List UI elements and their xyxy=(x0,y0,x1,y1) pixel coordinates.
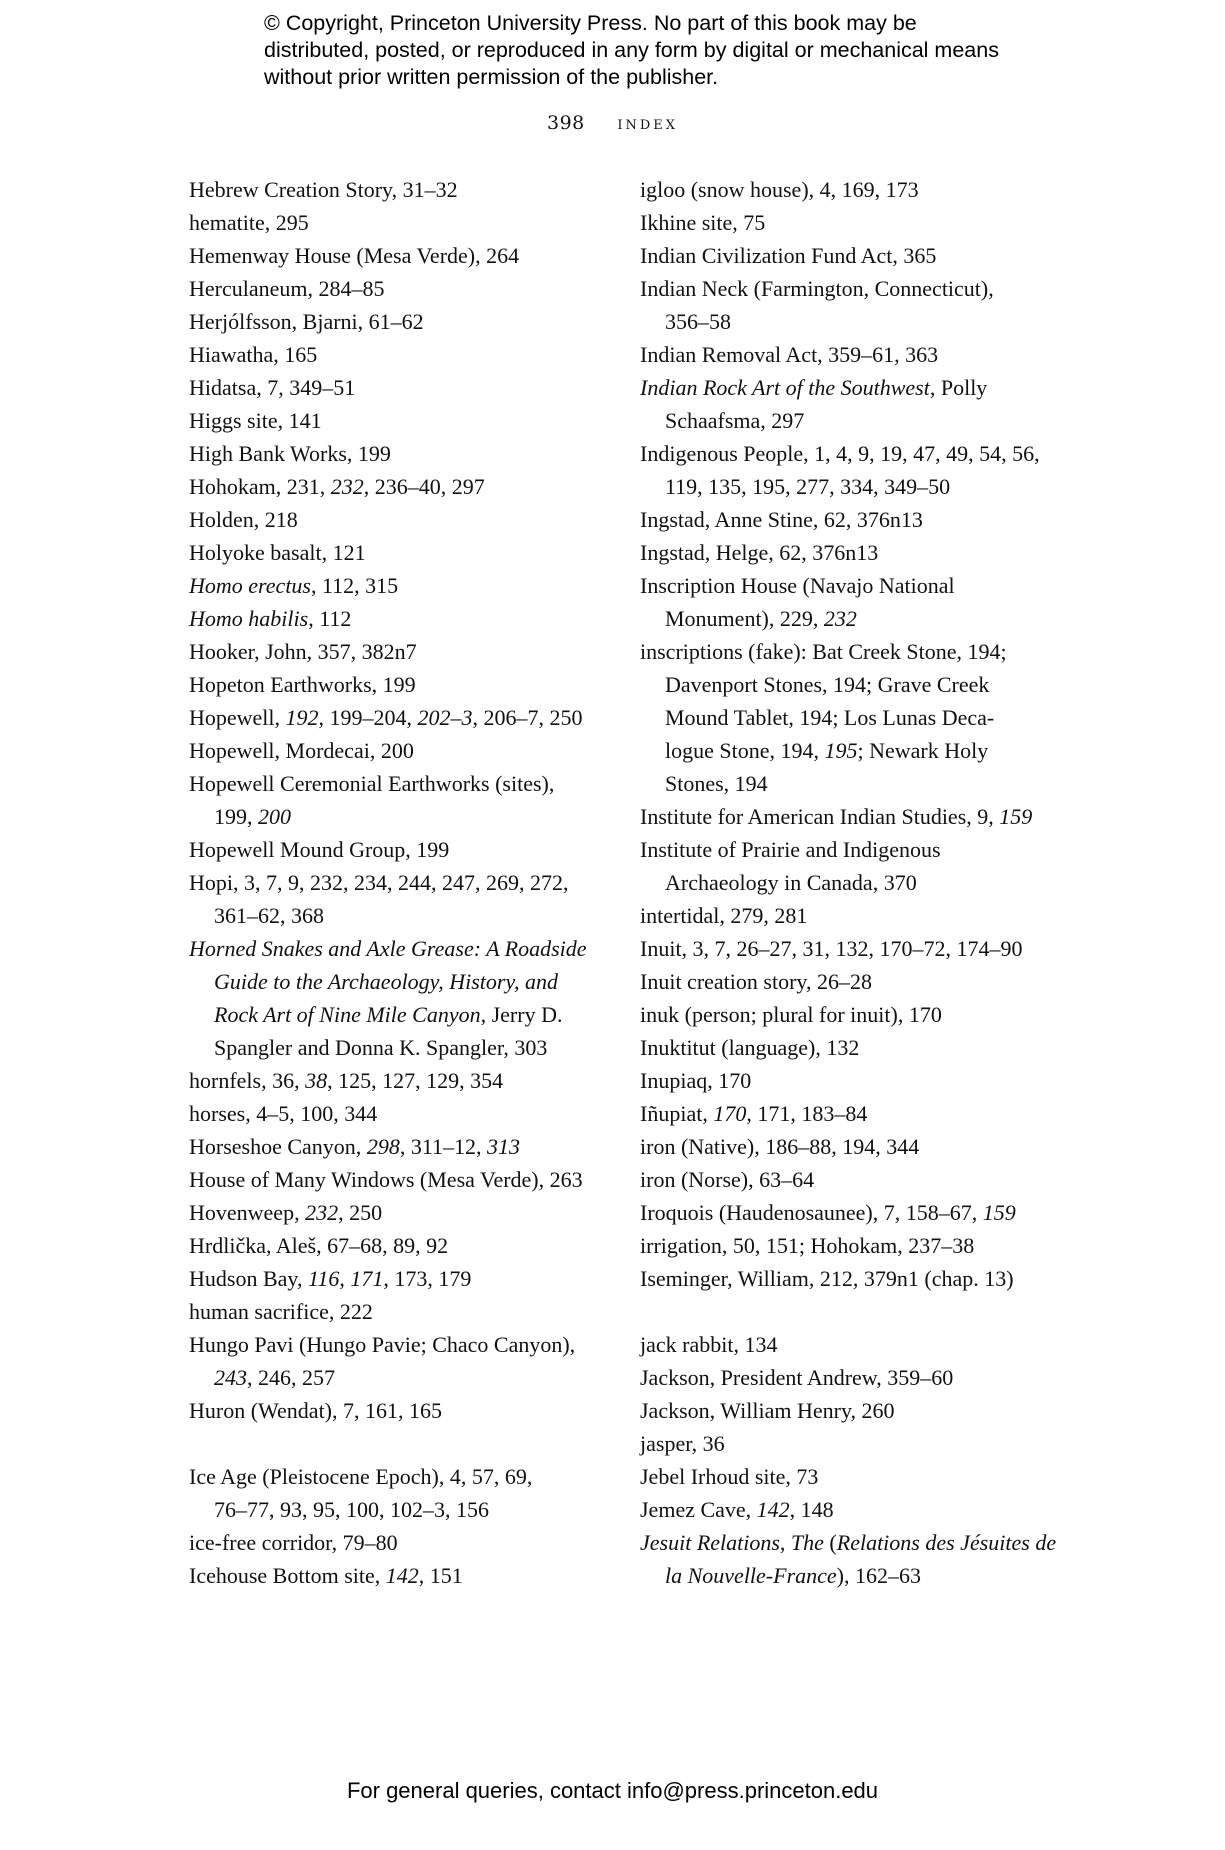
index-entry xyxy=(640,503,1100,536)
index-text: Hopi, 3, 7, 9, 232, 234, 244, 247, 269, 272, xyxy=(189,870,569,895)
index-entry xyxy=(640,1229,1100,1262)
index-entry xyxy=(640,536,1100,569)
index-column-left xyxy=(189,173,639,1592)
index-text: Jebel Irhoud site, 73 xyxy=(640,1464,819,1489)
index-entry xyxy=(640,1262,1100,1295)
index-text: Hopewell, Mordecai, 200 xyxy=(189,738,414,763)
index-entry xyxy=(189,668,639,701)
index-entry xyxy=(189,1295,639,1328)
index-text: igloo (snow house), 4, 169, 173 xyxy=(640,177,919,202)
index-entry xyxy=(189,1163,639,1196)
index-entry xyxy=(189,272,639,305)
index-text: , 112 xyxy=(308,606,352,631)
index-text-italic: Indian Rock Art of the Southwest xyxy=(640,375,930,400)
index-text: Indian Removal Act, 359–61, 363 xyxy=(640,342,939,367)
index-text-italic: 170 xyxy=(713,1101,747,1126)
index-text: logue Stone, 194, xyxy=(665,738,825,763)
index-entry xyxy=(640,1064,1100,1097)
index-entry xyxy=(640,965,1100,998)
index-text: hornfels, 36, xyxy=(189,1068,306,1093)
index-entry xyxy=(189,206,639,239)
index-text: Hohokam, 231, xyxy=(189,474,331,499)
index-text: , 246, 257 xyxy=(247,1365,335,1390)
index-text: inscriptions (fake): Bat Creek Stone, 194; xyxy=(640,639,1007,664)
index-text: Icehouse Bottom site, xyxy=(189,1563,386,1588)
index-entry xyxy=(189,173,639,206)
index-text-italic: 243 xyxy=(214,1365,247,1390)
index-text: Hopeton Earthworks, 199 xyxy=(189,672,416,697)
index-text: Herculaneum, 284–85 xyxy=(189,276,385,301)
index-entry xyxy=(640,338,1100,371)
index-text: , Jerry D. xyxy=(480,1002,563,1027)
index-text: Hopewell Ceremonial Earthworks (sites), xyxy=(189,771,555,796)
index-text: , 236–40, 297 xyxy=(363,474,485,499)
index-entry xyxy=(189,1526,639,1559)
page-number: 398 xyxy=(547,112,585,134)
index-text: Inupiaq, 170 xyxy=(640,1068,752,1093)
index-entry xyxy=(189,701,639,734)
index-entry xyxy=(640,173,1100,206)
index-text: , 148 xyxy=(789,1497,834,1522)
index-entry xyxy=(189,602,639,635)
index-text: Hidatsa, 7, 349–51 xyxy=(189,375,356,400)
index-text-italic: 142 xyxy=(756,1497,790,1522)
index-text-italic: la Nouvelle-France xyxy=(665,1563,837,1588)
index-text: Ingstad, Helge, 62, 376n13 xyxy=(640,540,879,565)
index-entry xyxy=(189,1328,639,1394)
index-entry xyxy=(640,371,1100,437)
index-entry xyxy=(189,305,639,338)
index-text: inuk (person; plural for inuit), 170 xyxy=(640,1002,942,1027)
index-text: Holden, 218 xyxy=(189,507,298,532)
index-entry xyxy=(640,1196,1100,1229)
index-text: Hopewell Mound Group, 199 xyxy=(189,837,450,862)
letter-section-gap xyxy=(640,1295,1100,1328)
index-text: , 112, 315 xyxy=(311,573,399,598)
index-text: Institute of Prairie and Indigenous xyxy=(640,837,941,862)
index-text: ), 162–63 xyxy=(836,1563,921,1588)
index-text: iron (Norse), 63–64 xyxy=(640,1167,815,1192)
index-text: Ice Age (Pleistocene Epoch), 4, 57, 69, xyxy=(189,1464,533,1489)
index-entry xyxy=(189,239,639,272)
index-text: Indian Neck (Farmington, Connecticut), xyxy=(640,276,994,301)
index-text: , 206–7, 250 xyxy=(472,705,583,730)
index-text: Indian Civilization Fund Act, 365 xyxy=(640,243,937,268)
index-text-italic: Jesuit Relations, The xyxy=(640,1530,824,1555)
index-text: Iñupiat, xyxy=(640,1101,714,1126)
index-text-italic: Relations des Jésuites de xyxy=(836,1530,1057,1555)
index-text-italic: 159 xyxy=(999,804,1033,829)
index-entry xyxy=(640,272,1100,338)
index-text-italic: 232 xyxy=(823,606,857,631)
index-text: , xyxy=(339,1266,351,1291)
index-entry xyxy=(640,998,1100,1031)
index-entry xyxy=(189,1097,639,1130)
copyright-notice: © Copyright, Princeton University Press. No part of this book may be distributed, posted, or reproduced in any form by digital or mechanical means without prior written permission of the publisher. xyxy=(264,11,999,89)
index-text: jasper, 36 xyxy=(640,1431,725,1456)
index-text-italic: 200 xyxy=(258,804,291,829)
index-entry xyxy=(189,1559,639,1592)
index-text: ( xyxy=(823,1530,837,1555)
index-text: Herjólfsson, Bjarni, 61–62 xyxy=(189,309,424,334)
index-entry xyxy=(640,1361,1100,1394)
index-entry xyxy=(189,1196,639,1229)
index-entry xyxy=(640,1427,1100,1460)
index-text: Hooker, John, 357, 382n7 xyxy=(189,639,417,664)
index-text-italic: Homo habilis xyxy=(189,606,309,631)
index-text: Hudson Bay, xyxy=(189,1266,308,1291)
index-entry xyxy=(640,833,1100,899)
index-text: Hovenweep, xyxy=(189,1200,306,1225)
index-entry xyxy=(640,899,1100,932)
index-entry xyxy=(640,1526,1100,1592)
index-text-italic: Rock Art of Nine Mile Canyon xyxy=(214,1002,481,1027)
index-column-right xyxy=(640,173,1100,1592)
index-entry xyxy=(640,569,1100,635)
index-text: Ikhine site, 75 xyxy=(640,210,766,235)
index-text-italic: 202–3 xyxy=(417,705,473,730)
index-text: hematite, 295 xyxy=(189,210,309,235)
index-entry xyxy=(189,569,639,602)
index-text: Huron (Wendat), 7, 161, 165 xyxy=(189,1398,443,1423)
index-text: House of Many Windows (Mesa Verde), 263 xyxy=(189,1167,583,1192)
index-text: Schaafsma, 297 xyxy=(665,408,805,433)
index-text: Holyoke basalt, 121 xyxy=(189,540,366,565)
index-text: irrigation, 50, 151; Hohokam, 237–38 xyxy=(640,1233,975,1258)
index-entry xyxy=(189,470,639,503)
index-entry xyxy=(189,371,639,404)
index-text: , 173, 179 xyxy=(383,1266,472,1291)
index-text: Inuit, 3, 7, 26–27, 31, 132, 170–72, 174–90 xyxy=(640,936,1023,961)
index-text: 76–77, 93, 95, 100, 102–3, 156 xyxy=(214,1497,489,1522)
index-entry xyxy=(640,1328,1100,1361)
index-entry xyxy=(640,1493,1100,1526)
index-entry xyxy=(640,1130,1100,1163)
index-text: Ingstad, Anne Stine, 62, 376n13 xyxy=(640,507,923,532)
index-text-italic: 159 xyxy=(982,1200,1016,1225)
index-entry xyxy=(640,1394,1100,1427)
index-text: Hopewell, xyxy=(189,705,286,730)
index-text: iron (Native), 186–88, 194, 344 xyxy=(640,1134,920,1159)
index-entry xyxy=(640,1031,1100,1064)
index-entry xyxy=(189,1130,639,1163)
index-text: Archaeology in Canada, 370 xyxy=(665,870,917,895)
index-entry xyxy=(189,437,639,470)
index-text: , Polly xyxy=(929,375,988,400)
index-entry xyxy=(189,866,639,932)
index-text: Jemez Cave, xyxy=(640,1497,757,1522)
index-text: Iroquois (Haudenosaunee), 7, 158–67, xyxy=(640,1200,983,1225)
index-text-italic: 313 xyxy=(487,1134,520,1159)
index-text-italic: Horned Snakes and Axle Grease: A Roadside xyxy=(189,936,587,961)
index-text: 119, 135, 195, 277, 334, 349–50 xyxy=(665,474,951,499)
letter-section-gap xyxy=(189,1427,639,1460)
index-text-italic: 192 xyxy=(285,705,319,730)
index-text: 199, xyxy=(214,804,258,829)
index-text: jack rabbit, 134 xyxy=(640,1332,778,1357)
index-entry xyxy=(189,503,639,536)
index-entry xyxy=(189,635,639,668)
index-entry xyxy=(640,1097,1100,1130)
index-text: Inuktitut (language), 132 xyxy=(640,1035,860,1060)
index-text-italic: 195 xyxy=(824,738,858,763)
index-text: Higgs site, 141 xyxy=(189,408,322,433)
index-entry xyxy=(189,1394,639,1427)
index-text-italic: Homo erectus xyxy=(189,573,311,598)
index-text: Jackson, President Andrew, 359–60 xyxy=(640,1365,954,1390)
index-entry xyxy=(189,338,639,371)
index-entry xyxy=(640,635,1100,800)
index-text: , 199–204, xyxy=(318,705,418,730)
index-text: ice-free corridor, 79–80 xyxy=(189,1530,398,1555)
index-text: Stones, 194 xyxy=(665,771,768,796)
index-text: , 250 xyxy=(338,1200,383,1225)
index-text: Mound Tablet, 194; Los Lunas Deca- xyxy=(665,705,995,730)
index-entry xyxy=(189,734,639,767)
index-entry xyxy=(189,932,639,1064)
index-text: Hiawatha, 165 xyxy=(189,342,318,367)
index-text: , 125, 127, 129, 354 xyxy=(327,1068,504,1093)
index-text: intertidal, 279, 281 xyxy=(640,903,808,928)
index-text: Inscription House (Navajo National xyxy=(640,573,955,598)
index-text-italic: 232 xyxy=(330,474,364,499)
index-entry xyxy=(640,932,1100,965)
index-text: Davenport Stones, 194; Grave Creek xyxy=(665,672,990,697)
index-text: human sacrifice, 222 xyxy=(189,1299,373,1324)
index-text-italic: 171 xyxy=(350,1266,384,1291)
index-text: 356–58 xyxy=(665,309,731,334)
index-text: horses, 4–5, 100, 344 xyxy=(189,1101,378,1126)
index-entry xyxy=(189,1262,639,1295)
index-text: Indigenous People, 1, 4, 9, 19, 47, 49, 54, 56, xyxy=(640,441,1040,466)
index-text: , 151 xyxy=(418,1563,463,1588)
index-entry xyxy=(189,1064,639,1097)
index-text-italic: 38 xyxy=(305,1068,328,1093)
index-text: Hrdlička, Aleš, 67–68, 89, 92 xyxy=(189,1233,449,1258)
index-entry xyxy=(640,239,1100,272)
index-entry xyxy=(189,767,639,833)
index-entry xyxy=(640,1460,1100,1493)
index-text: , 171, 183–84 xyxy=(746,1101,868,1126)
index-text: Horseshoe Canyon, xyxy=(189,1134,367,1159)
index-text: Iseminger, William, 212, 379n1 (chap. 13) xyxy=(640,1266,1014,1291)
index-entry xyxy=(189,536,639,569)
index-text: Spangler and Donna K. Spangler, 303 xyxy=(214,1035,548,1060)
index-text: 361–62, 368 xyxy=(214,903,324,928)
index-entry xyxy=(189,404,639,437)
section-title: index xyxy=(617,112,678,134)
index-text: Inuit creation story, 26–28 xyxy=(640,969,872,994)
footer-contact: For general queries, contact info@press.princeton.edu xyxy=(346,1778,879,1803)
index-text-italic: Guide to the Archaeology, History, and xyxy=(214,969,559,994)
index-entry xyxy=(640,437,1100,503)
index-text: Monument), 229, xyxy=(665,606,824,631)
index-text-italic: 232 xyxy=(305,1200,339,1225)
index-text-italic: 142 xyxy=(385,1563,419,1588)
index-text: Institute for American Indian Studies, 9, xyxy=(640,804,1000,829)
index-text: Jackson, William Henry, 260 xyxy=(640,1398,895,1423)
index-text-italic: 298 xyxy=(366,1134,400,1159)
running-head xyxy=(0,112,1225,134)
index-entry xyxy=(640,800,1100,833)
index-text: High Bank Works, 199 xyxy=(189,441,391,466)
index-entry xyxy=(640,206,1100,239)
index-text: Hungo Pavi (Hungo Pavie; Chaco Canyon), xyxy=(189,1332,576,1357)
index-entry xyxy=(640,1163,1100,1196)
index-entry xyxy=(189,1229,639,1262)
index-text: , 311–12, xyxy=(399,1134,487,1159)
index-text: Hebrew Creation Story, 31–32 xyxy=(189,177,458,202)
index-text: Hemenway House (Mesa Verde), 264 xyxy=(189,243,520,268)
index-text: ; Newark Holy xyxy=(857,738,989,763)
index-entry xyxy=(189,833,639,866)
index-text-italic: 116 xyxy=(307,1266,340,1291)
index-entry xyxy=(189,1460,639,1526)
